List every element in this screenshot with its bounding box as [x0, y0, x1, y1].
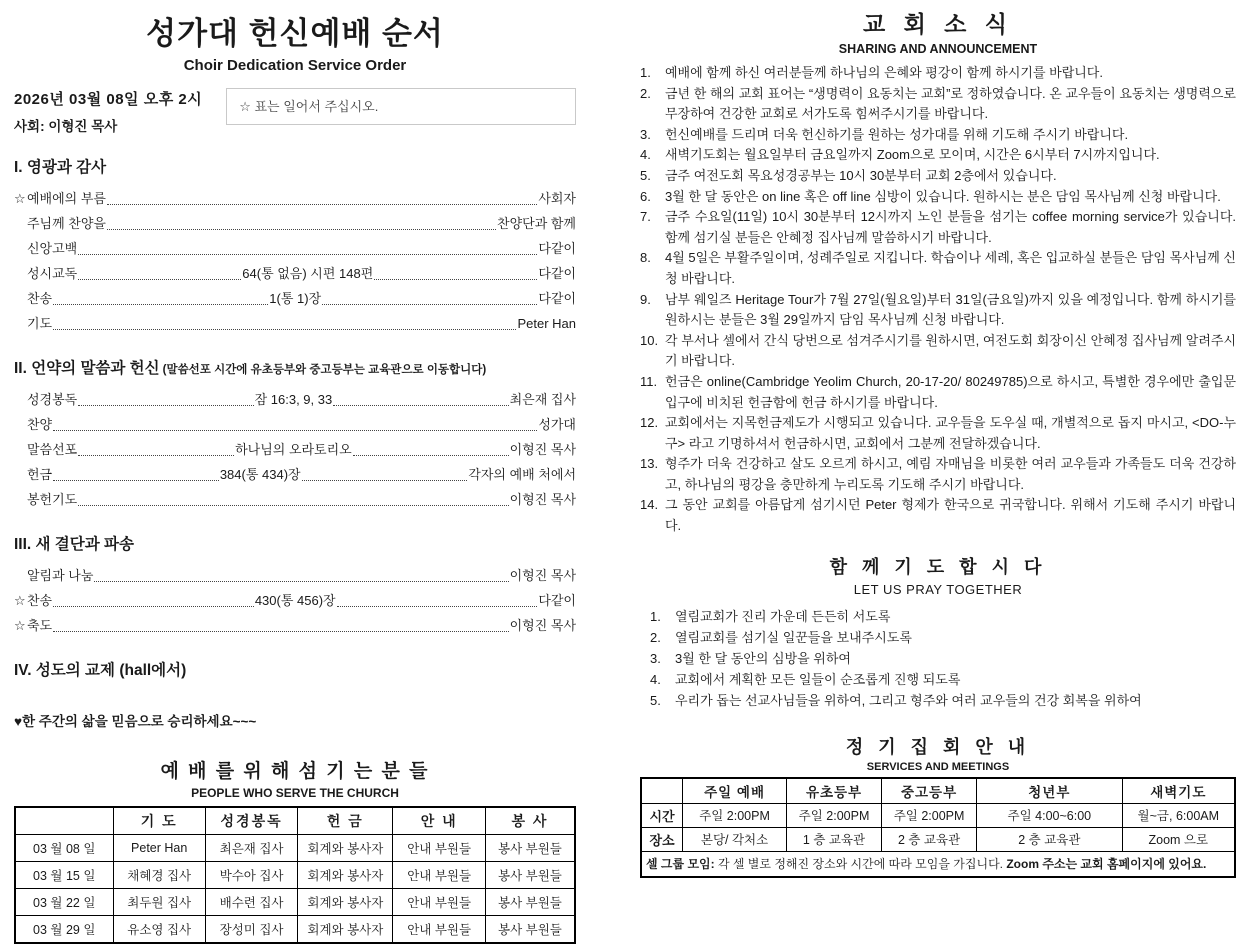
order-item-label: 기도	[27, 316, 53, 331]
order-item-person: 다같이	[538, 593, 576, 608]
order-item-label: 성경봉독	[27, 392, 78, 407]
service-section	[14, 658, 576, 680]
order-item-detail: 잠 16:3, 9, 33	[254, 392, 333, 407]
announcement-text: 그 동안 교회를 아름답게 섬기시던 Peter 형제가 한국으로 귀국합니다. 위해서 기도해 주시기 바랍니다.	[665, 497, 1236, 534]
dotted-leader	[337, 606, 538, 607]
order-item	[14, 437, 576, 462]
page-subtitle: Choir Dedication Service Order	[183, 57, 407, 74]
order-item	[14, 613, 576, 638]
table-cell: 주일 2:00PM	[683, 803, 787, 827]
announcement-item	[640, 690, 1236, 711]
service-header	[14, 88, 576, 135]
announcement-text: 교회에서는 지목헌금제도가 시행되고 있습니다. 교우들을 도우실 때, 개별적으로 돕지 마시고, <DO-누구> 라고 기명하셔서 헌금하시면, 교회에서 그분께 전달하겠습니다.	[665, 415, 1236, 451]
order-item	[14, 462, 576, 487]
table-row	[641, 827, 1235, 851]
announcement-number: 14.	[640, 497, 659, 513]
column-header: 안 내	[393, 807, 485, 835]
table-cell: 회계와 봉사자	[298, 889, 393, 916]
table-cell: 안내 부원들	[393, 835, 485, 862]
order-item	[14, 588, 576, 613]
table-cell: 장소	[641, 827, 683, 851]
table-cell: 주일 2:00PM	[882, 803, 977, 827]
service-section	[14, 532, 576, 638]
table-row	[641, 803, 1235, 827]
announcement-item	[640, 125, 1236, 146]
dotted-leader	[78, 405, 253, 406]
announcement-number: 2.	[650, 629, 661, 645]
column-header	[15, 807, 113, 835]
order-item-label: 신앙고백	[27, 241, 78, 256]
section-heading: IV. 성도의 교제 (hall에서)	[14, 662, 187, 679]
announcement-item	[640, 166, 1236, 187]
meetings-table-footer-row	[641, 851, 1235, 877]
order-item-label: 예배에의 부름	[27, 191, 106, 206]
announcement-item	[640, 372, 1236, 413]
table-cell: 최두원 집사	[113, 889, 205, 916]
table-row	[15, 862, 575, 889]
table-cell: 안내 부원들	[393, 862, 485, 889]
order-item-person: 각자의 예배 처에서	[468, 467, 577, 482]
column-header: 기 도	[113, 807, 205, 835]
announcement-item	[640, 413, 1236, 454]
cell-group-note-zoom: Zoom 주소는 교회 홈페이지에 있어요.	[1006, 857, 1207, 872]
order-item-label: 찬송	[27, 593, 53, 608]
order-item	[14, 387, 576, 412]
announcement-number: 11.	[640, 373, 658, 389]
table-cell: 회계와 봉사자	[298, 835, 393, 862]
serve-table	[14, 806, 576, 944]
section-heading: II. 언약의 말씀과 헌신	[14, 360, 160, 377]
order-item-label: 봉헌기도	[27, 492, 78, 507]
table-cell: 장성미 집사	[205, 916, 297, 944]
announcement-number: 6.	[640, 188, 651, 204]
order-item-label: 축도	[27, 618, 53, 633]
table-cell: 봉사 부원들	[485, 916, 575, 944]
announcement-number: 2.	[640, 85, 651, 101]
column-header: 헌 금	[298, 807, 393, 835]
pray-title: 함 께 기 도 합 시 다	[829, 556, 1047, 577]
dotted-leader	[374, 279, 537, 280]
table-cell: 2 층 교육관	[882, 827, 977, 851]
announcement-number: 3.	[640, 126, 651, 142]
dotted-leader	[94, 581, 508, 582]
order-item-detail: 430(통 456)장	[254, 593, 336, 608]
dotted-leader	[78, 455, 234, 456]
order-item-detail: 384(통 434)장	[219, 467, 301, 482]
announcement-text: 각 부서나 셀에서 간식 당번으로 섬겨주시기를 원하시면, 여전도회 회장이신 안혜정 집사님께 알려주시기 바랍니다.	[665, 332, 1236, 369]
section-heading: III. 새 결단과 파송	[14, 536, 134, 553]
announcement-item	[640, 648, 1236, 669]
column-header	[641, 778, 683, 804]
announcement-item	[640, 63, 1236, 84]
order-item-detail: 64(통 없음) 시편 148편	[242, 266, 374, 281]
service-section	[14, 356, 576, 512]
dotted-leader	[333, 405, 508, 406]
announcement-text: 열림교회가 진리 가운데 든든히 서도록	[675, 608, 891, 624]
column-header: 주일 예배	[683, 778, 787, 804]
dotted-leader	[78, 254, 537, 255]
announcement-text: 형주가 더욱 건강하고 살도 오르게 하시고, 예림 자매님을 비롯한 여러 교우들과 가족들도 더욱 건강하고, 하나님의 평강을 충만하게 누리도록 기도해 주시기 바랍니다.	[665, 456, 1236, 492]
announcement-text: 새벽기도회는 월요일부터 금요일까지 Zoom으로 모이며, 시간은 6시부터 7시까지입니다.	[665, 147, 1160, 163]
announcement-item	[640, 145, 1236, 166]
table-cell: 03 월 22 일	[15, 889, 113, 916]
dotted-leader	[78, 505, 508, 506]
table-cell: 봉사 부원들	[485, 835, 575, 862]
table-cell: 회계와 봉사자	[298, 916, 393, 944]
announcement-number: 4.	[640, 147, 651, 163]
stand-star-icon: ☆	[14, 618, 26, 633]
announcement-text: 금주 수요일(11일) 10시 30분부터 12시까지 노인 분들을 섬기는 coffee morning service가 있습니다. 함께 섬기실 분들은 안혜정 집사님께 말씀하시기 바랍니다.	[665, 209, 1236, 245]
column-header: 유초등부	[787, 778, 882, 804]
dotted-leader	[53, 430, 537, 431]
dotted-leader	[322, 304, 537, 305]
stand-star-icon: ☆	[14, 191, 26, 206]
order-item	[14, 286, 576, 311]
order-item-person: 이형진 목사	[509, 492, 576, 507]
announcement-number: 7.	[640, 209, 651, 225]
announcement-number: 10.	[640, 332, 659, 348]
announcement-number: 12.	[640, 415, 659, 431]
order-item	[14, 261, 576, 286]
announcement-text: 예배에 함께 하신 여러분들께 하나님의 은혜와 평강이 함께 하시기를 바랍니다.	[665, 65, 1103, 80]
cell-group-note-text: 각 셀 별로 정해진 장소와 시간에 따라 모임을 가집니다.	[714, 857, 1007, 872]
service-order-column	[14, 6, 577, 937]
announcement-item	[640, 627, 1236, 648]
order-item	[14, 311, 576, 336]
dotted-leader	[78, 279, 241, 280]
section-heading: I. 영광과 감사	[14, 159, 107, 176]
announcement-item	[640, 331, 1236, 372]
service-date: 2026년 03월 08일 오후 2시	[14, 91, 203, 108]
meetings-title: 정 기 집 회 안 내	[845, 736, 1031, 757]
table-cell: 배수련 집사	[205, 889, 297, 916]
serve-table-header-row	[15, 807, 575, 835]
order-item-person: 다같이	[538, 266, 577, 281]
column-header: 봉 사	[485, 807, 575, 835]
section-note: (말씀선포 시간에 유초등부와 중고등부는 교육관으로 이동합니다)	[162, 364, 487, 376]
page-title: 성가대 헌신예배 순서	[146, 16, 444, 51]
column-header: 성경봉독	[205, 807, 297, 835]
table-cell: Zoom 으로	[1122, 827, 1235, 851]
stand-star-icon: ☆	[14, 593, 26, 608]
meetings-subtitle: SERVICES AND MEETINGS	[866, 760, 1010, 773]
table-cell: 2 층 교육관	[977, 827, 1123, 851]
table-cell: 월~금, 6:00AM	[1122, 803, 1235, 827]
announcement-item	[640, 454, 1236, 495]
announcement-text: 3월 한 달 동안의 심방을 위하여	[675, 650, 851, 666]
order-item-label: 성시교독	[27, 266, 78, 281]
table-row	[15, 889, 575, 916]
table-cell: 03 월 29 일	[15, 916, 113, 944]
dotted-leader	[53, 606, 254, 607]
table-cell: 채혜경 집사	[113, 862, 205, 889]
announcement-item	[640, 290, 1236, 331]
order-item	[14, 487, 576, 512]
table-cell: 본당/ 각처소	[683, 827, 787, 851]
announcement-number: 9.	[640, 291, 651, 307]
order-item	[14, 236, 576, 261]
table-cell: 주일 4:00~6:00	[977, 803, 1123, 827]
dotted-leader	[107, 229, 496, 230]
order-item-person: 성가대	[538, 417, 576, 432]
table-cell: 안내 부원들	[393, 889, 485, 916]
order-item-detail: 1(통 1)장	[269, 291, 322, 306]
announcement-item	[640, 606, 1236, 627]
cell-group-note-label: 셀 그룹 모임:	[646, 857, 715, 872]
table-cell: 최은재 집사	[205, 835, 297, 862]
order-item	[14, 186, 576, 211]
service-mc: 사회: 이형진 목사	[14, 119, 118, 134]
announcement-item	[640, 248, 1236, 289]
order-item-label: 헌금	[27, 467, 53, 482]
dotted-leader	[53, 304, 268, 305]
news-subtitle: SHARING AND ANNOUNCEMENT	[838, 42, 1038, 56]
order-item-label: 알림과 나눔	[27, 568, 94, 583]
announcement-number: 4.	[650, 671, 661, 687]
announcement-item	[640, 84, 1236, 125]
dotted-leader	[302, 480, 468, 481]
column-header: 중고등부	[882, 778, 977, 804]
stand-note: ☆ 표는 일어서 주십시오.	[226, 88, 576, 125]
table-cell: 박수아 집사	[205, 862, 297, 889]
dotted-leader	[53, 329, 516, 330]
dotted-leader	[53, 631, 508, 632]
announcement-item	[640, 207, 1236, 248]
announcement-text: 우리가 돕는 선교사님들을 위하여, 그리고 형주와 여러 교우들의 건강 회복을 위하여	[675, 692, 1142, 708]
column-header: 새벽기도	[1122, 778, 1235, 804]
dotted-leader	[53, 480, 219, 481]
order-item-label: 찬송	[27, 291, 53, 306]
announcement-list	[640, 63, 1236, 537]
table-cell: 주일 2:00PM	[787, 803, 882, 827]
announcement-text: 금주 여전도회 목요성경공부는 10시 30분부터 교회 2층에서 있습니다.	[665, 167, 1057, 183]
announcement-number: 1.	[650, 608, 661, 624]
table-cell: 안내 부원들	[393, 916, 485, 944]
announcement-text: 헌금은 online(Cambridge Yeolim Church, 20-17-20/ 80249785)으로 하시고, 특별한 경우에만 출입문 입구에 비치된 헌금함에 헌금 하시기를 바랍니다.	[665, 373, 1236, 410]
table-cell: Peter Han	[113, 835, 205, 862]
closing-blessing: ♥한 주간의 삶을 믿음으로 승리하세요~~~	[14, 714, 257, 729]
table-cell: 03 월 08 일	[15, 835, 113, 862]
order-item	[14, 563, 576, 588]
service-sections	[14, 155, 576, 680]
serve-table-subtitle: PEOPLE WHO SERVE THE CHURCH	[191, 786, 399, 800]
announcement-item	[640, 495, 1236, 536]
order-item-person: 찬양단과 함께	[497, 216, 576, 231]
announcement-text: 교회에서 계획한 모든 일들이 순조롭게 진행 되도록	[675, 671, 961, 687]
order-item-person: 이형진 목사	[509, 568, 576, 583]
announcement-number: 3.	[650, 650, 661, 666]
pray-subtitle: LET US PRAY TOGETHER	[853, 581, 1023, 597]
announcement-number: 5.	[640, 167, 651, 183]
announcement-number: 1.	[640, 65, 651, 80]
announcement-text: 열림교회를 섬기실 일꾼들을 보내주시도록	[675, 629, 912, 645]
column-header: 청년부	[977, 778, 1123, 804]
order-item-person: 다같이	[538, 291, 577, 306]
service-section	[14, 155, 576, 336]
order-item-person: Peter Han	[517, 316, 576, 331]
dotted-leader	[353, 455, 509, 456]
order-item-person: 다같이	[538, 241, 576, 256]
pray-list	[640, 606, 1236, 711]
order-item-person: 이형진 목사	[509, 618, 576, 633]
table-row	[15, 835, 575, 862]
table-cell: 회계와 봉사자	[298, 862, 393, 889]
table-cell: 1 층 교육관	[787, 827, 882, 851]
meetings-table-header-row	[641, 778, 1235, 804]
table-cell: 03 월 15 일	[15, 862, 113, 889]
order-item-person: 사회자	[538, 191, 576, 206]
order-item-label: 찬양	[27, 417, 53, 432]
cell-group-note	[641, 851, 1235, 877]
order-item-label: 말씀선포	[27, 442, 78, 457]
serve-table-title: 예 배 를 위 해 섬 기 는 분 들	[160, 761, 430, 782]
announcement-number: 5.	[650, 692, 661, 708]
table-row	[15, 916, 575, 944]
table-cell: 유소영 집사	[113, 916, 205, 944]
news-title: 교 회 소 식	[862, 11, 1014, 37]
announcement-text: 금년 한 해의 교회 표어는 “생명력이 요동치는 교회”로 정하였습니다. 온 교우들이 요동치는 생명력으로 무장하여 건강한 교회로 서가도록 힘써주시기를 바랍니다.	[665, 85, 1236, 122]
table-cell: 봉사 부원들	[485, 862, 575, 889]
order-item	[14, 412, 576, 437]
announcement-text: 헌신예배를 드리며 더욱 헌신하기를 원하는 성가대를 위해 기도해 주시기 바랍니다.	[665, 126, 1129, 142]
order-item-person: 최은재 집사	[509, 392, 576, 407]
table-cell: 시간	[641, 803, 683, 827]
announcement-text: 4월 5일은 부활주일이며, 성례주일로 지킵니다. 학습이나 세례, 혹은 입교하실 분들은 담임 목사님께 신청 바랍니다.	[665, 250, 1236, 286]
order-item	[14, 211, 576, 236]
announcement-item	[640, 669, 1236, 690]
dotted-leader	[107, 204, 537, 205]
announcement-text: 남부 웨일즈 Heritage Tour가 7월 27일(월요일)부터 31일(금요일)까지 있을 예정입니다. 함께 하시기를 원하시는 분들은 3월 29일까지 담임 목사님께 신청 바랍니다.	[665, 291, 1236, 328]
announcement-text: 3월 한 달 동안은 on line 혹은 off line 심방이 있습니다. 원하시는 분은 담임 목사님께 신청 바랍니다.	[665, 188, 1221, 204]
order-item-person: 이형진 목사	[509, 442, 576, 457]
announcement-number: 8.	[640, 250, 651, 266]
announcement-number: 13.	[640, 456, 659, 472]
order-item-detail: 하나님의 오라토리오	[235, 442, 352, 457]
order-item-label: 주님께 찬양을	[27, 216, 106, 231]
meetings-table	[640, 777, 1236, 878]
announcements-column	[640, 6, 1236, 872]
announcement-item	[640, 187, 1236, 208]
table-cell: 봉사 부원들	[485, 889, 575, 916]
